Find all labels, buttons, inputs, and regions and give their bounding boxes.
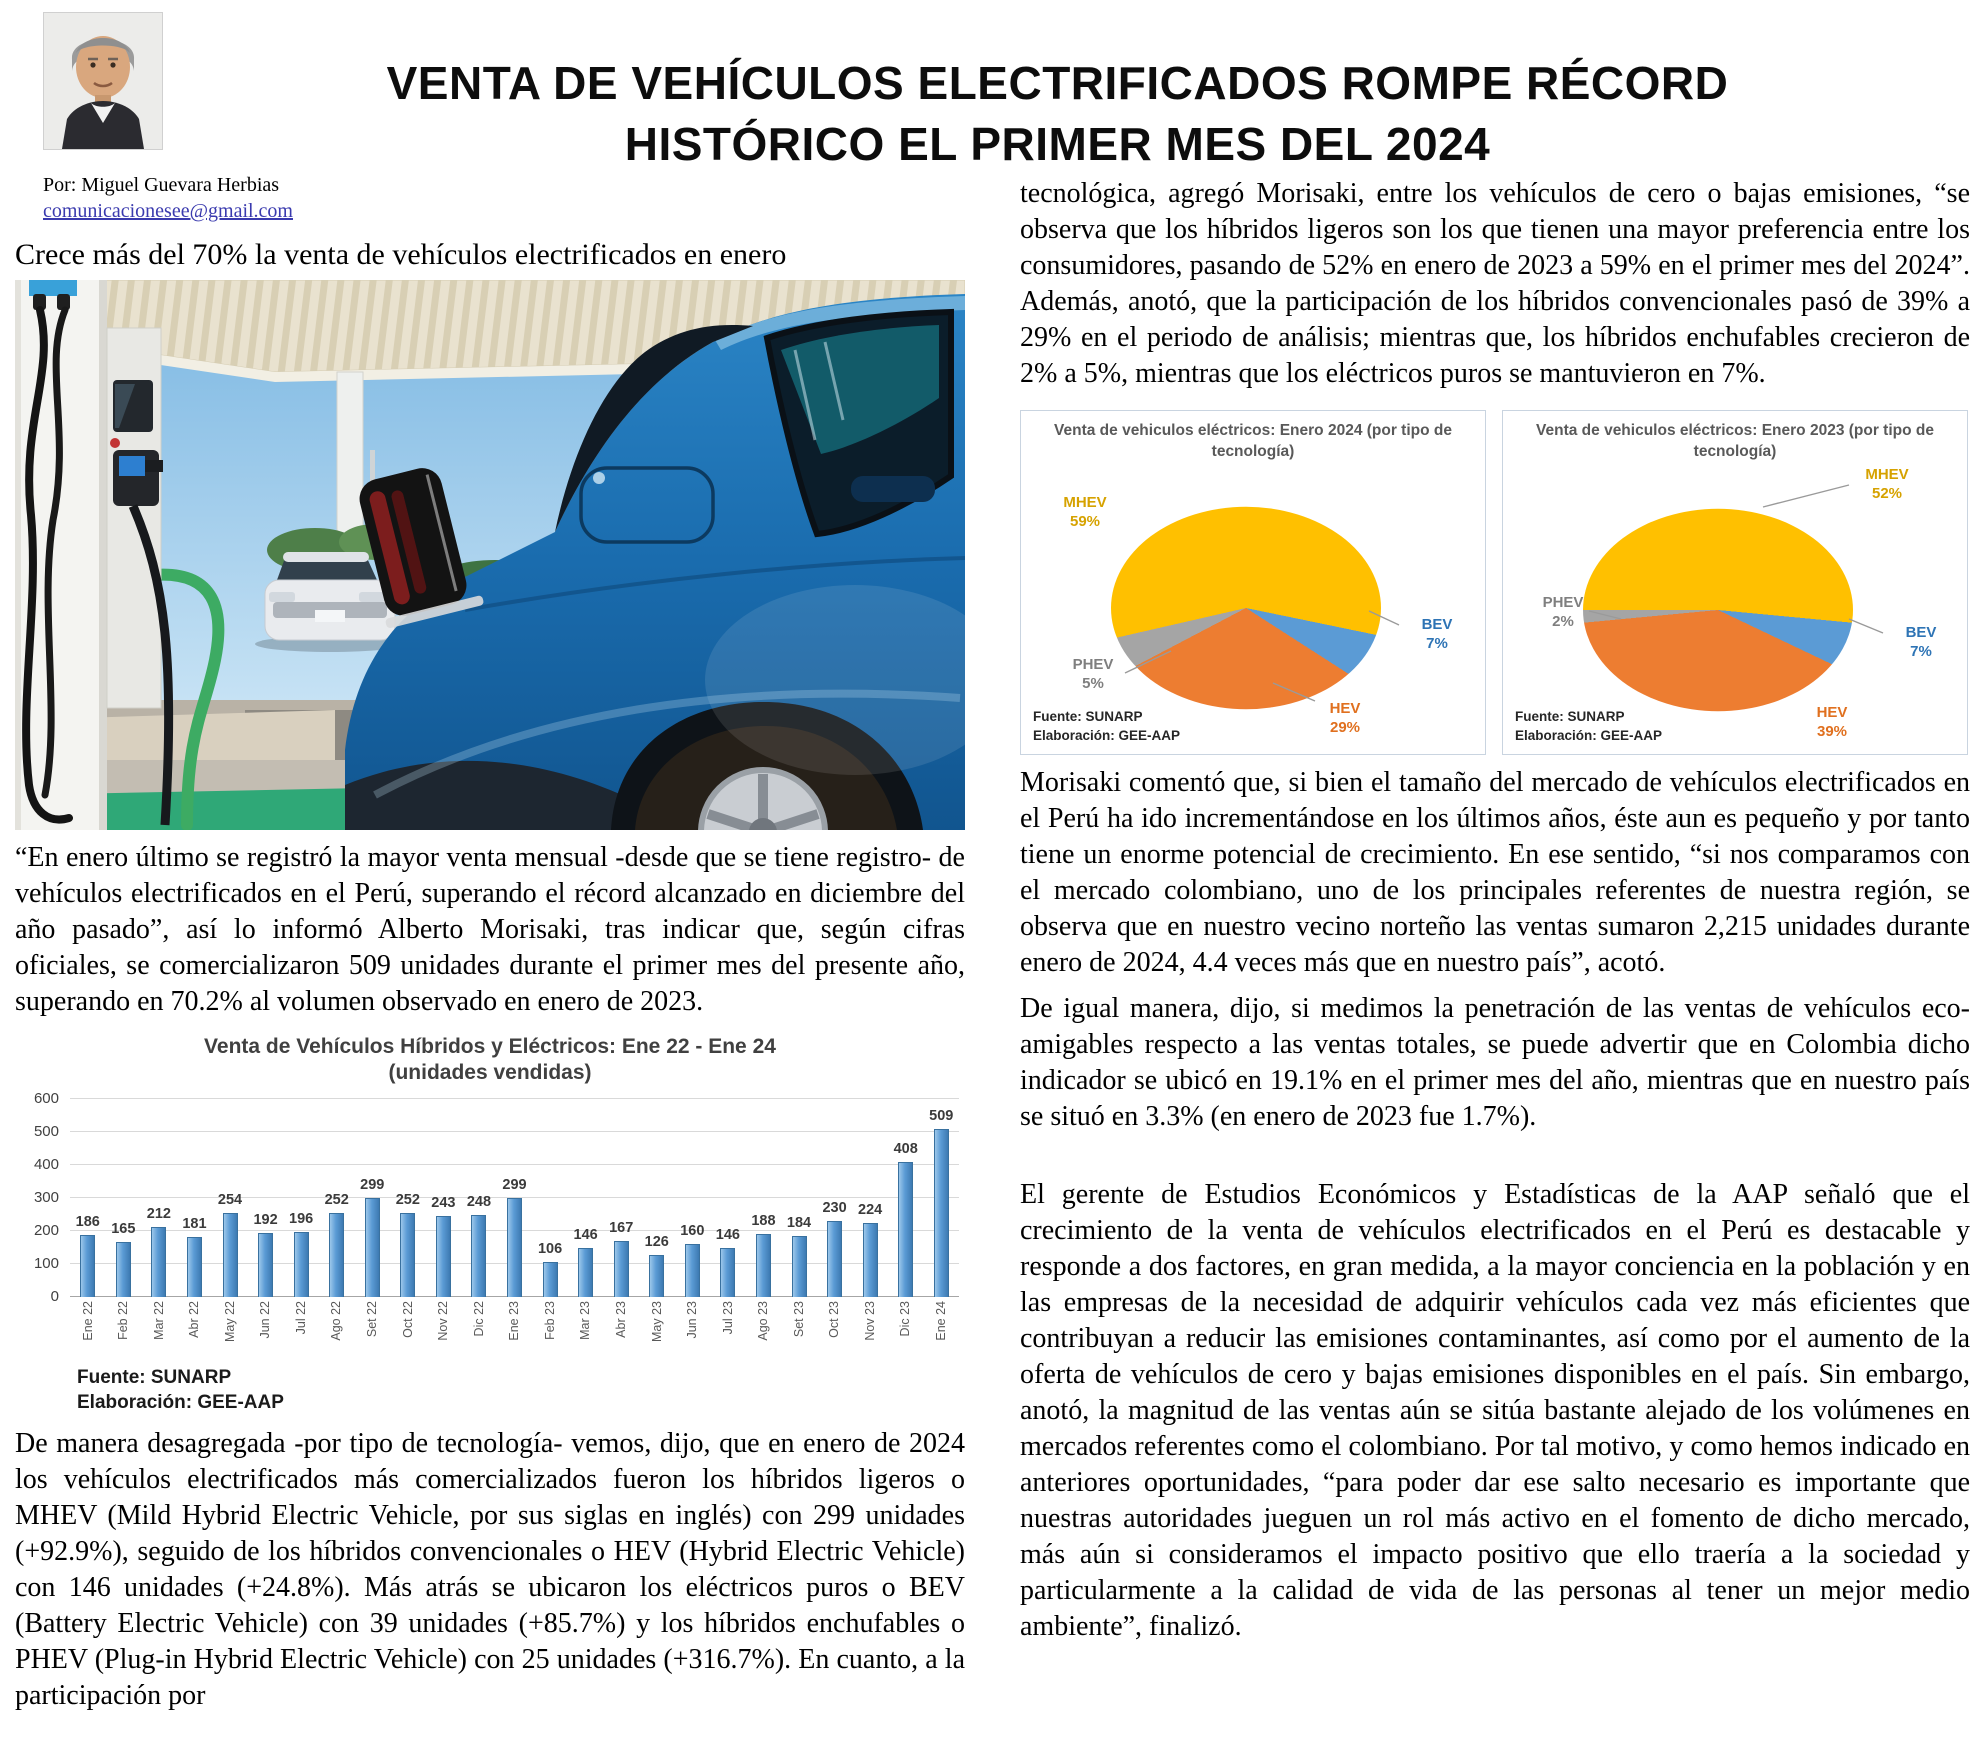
pie-2024-disc	[1111, 507, 1381, 710]
bar-slot	[817, 1099, 853, 1297]
x-axis-tick-label: Nov 23	[862, 1300, 877, 1341]
bar-slot	[924, 1099, 960, 1297]
x-axis-tick-label: Jun 22	[258, 1300, 273, 1339]
bar-slot	[710, 1099, 746, 1297]
bar-slot	[852, 1099, 888, 1297]
x-axis-tick-label: May 22	[222, 1300, 237, 1342]
paragraph-penetration: De igual manera, dijo, si medimos la penetración de las ventas de vehículos eco-amigables respecto a las ventas totales, se puede advertir que en Colombia dicho indicador se ubicó en 19.1% en el primer mes del año, mientras que en nuestro país se situó en 3.3% (en enero de 2023 fue 1.7%).	[1020, 993, 1970, 1132]
bar	[329, 1213, 344, 1296]
bar	[827, 1221, 842, 1297]
paragraph-lead: “En enero último se registró la mayor venta mensual -desde que se tiene registro- de vehículos electrificados en el Perú, superando el récord alcanzado en diciembre del año pasado”, así lo informó Alberto Morisaki, tras indicar que, según cifras oficiales, se comercializaron 509 unidades durante el primer mes del presente año, superando en 70.2% al volumen observado en enero de 2023.	[15, 842, 965, 1017]
x-tick-slot	[106, 1297, 142, 1355]
x-tick-slot	[461, 1297, 497, 1355]
bar-slot	[141, 1099, 177, 1297]
y-axis-tick-label: 400	[33, 1155, 59, 1173]
x-axis-tick-label: Oct 23	[827, 1300, 842, 1338]
x-axis-tick-label: Feb 23	[542, 1300, 557, 1340]
pie-slice-label-phev: PHEV 2%	[1542, 593, 1584, 631]
bar-value-label: 408	[893, 1140, 918, 1157]
x-axis-tick-label: Ene 23	[507, 1300, 522, 1341]
x-axis-tick-label: Set 23	[791, 1300, 806, 1337]
bar-value-label: 299	[360, 1176, 385, 1193]
bar	[543, 1262, 558, 1297]
author-email-link[interactable]: comunicacionesee@gmail.com	[43, 200, 293, 222]
paragraph-closing: El gerente de Estudios Económicos y Estadísticas de la AAP señaló que el crecimiento de la venta de vehículos electrificados en el Perú es destacable y responde a dos factores, en gran medida, a la mayor conciencia en la población y en las empresas de la necesidad de adquirir vehículos cada vez más eficientes que contribuyan a reducir las emisiones contaminantes, así como por el aumento de la oferta de vehículos de cero y bajas emisiones disponibles en el país. Sin embargo, anotó, la magnitud de las ventas aún se sitúa bastante alejado de los volúmenes en mercados referentes como el colombiano. Por tal motivo, y como hemos indicado en anteriores oportunidades, “para poder dar ese salto necesario es importante que nuestras autoridades jueguen un rol más activo en el fomento de dicho mercado, más aún si consideramos el impacto positivo que ello traería a la sociedad y particularmente a la calidad de vida de las personas al tener un mejor medio ambiente”, finalizó.	[1020, 1179, 1970, 1642]
page-title	[295, 43, 1970, 174]
pie-slice-label-mhev: MHEV 59%	[1063, 493, 1107, 531]
x-axis-tick-label: Ago 22	[329, 1300, 344, 1341]
bar-chart-source	[77, 1365, 965, 1416]
bar-value-label: 196	[289, 1210, 314, 1227]
x-axis-tick-label: Dic 23	[898, 1300, 913, 1336]
x-axis-tick-label: May 23	[649, 1300, 664, 1342]
bar-value-label: 509	[929, 1107, 954, 1124]
x-tick-slot	[248, 1297, 284, 1355]
x-tick-slot	[497, 1297, 533, 1355]
x-axis-tick-label: Jul 23	[720, 1300, 735, 1334]
x-tick-slot	[639, 1297, 675, 1355]
bar	[720, 1248, 735, 1296]
bar-chart-x-axis	[70, 1297, 959, 1355]
right-column	[1020, 166, 1970, 1714]
bar-slot	[177, 1099, 213, 1297]
bar	[471, 1215, 486, 1297]
bar-value-label: 192	[253, 1212, 278, 1229]
bar	[436, 1216, 451, 1296]
x-axis-tick-label: Ago 23	[756, 1300, 771, 1341]
pie-slice-label-bev: BEV 7%	[1905, 623, 1937, 661]
elaboration-line: Elaboración: GEE-AAP	[1515, 728, 1663, 744]
bar-value-label: 188	[751, 1213, 776, 1230]
bar-slot	[390, 1099, 426, 1297]
pie-slice-label-hev: HEV 39%	[1816, 703, 1848, 741]
x-axis-tick-label: Abr 23	[613, 1300, 628, 1338]
bar	[614, 1241, 629, 1296]
source-line: Fuente: SUNARP	[77, 1366, 232, 1388]
bar	[685, 1244, 700, 1297]
bar-value-label: 224	[858, 1201, 883, 1218]
bar-slot	[888, 1099, 924, 1297]
x-axis-tick-label: Jun 23	[685, 1300, 700, 1339]
source-line: Fuente: SUNARP	[1515, 708, 1625, 724]
bar	[365, 1198, 380, 1297]
ev-charging-illustration	[15, 280, 965, 830]
bar-chart-title: Venta de Vehículos Híbridos y Eléctricos: Ene 22 - Ene 24	[204, 1035, 776, 1058]
paragraph-breakdown: De manera desagregada -por tipo de tecnología- vemos, dijo, que en enero de 2024 los vehículos electrificados más comercializados fueron los híbridos ligeros o MHEV (Mild Hybrid Electric Vehicle, por sus siglas en inglés) con 299 unidades (+92.9%), seguido de los híbridos convencionales o HEV (Hybrid Electric Vehicle) con 146 unidades (+24.8%). Más atrás se ubicaron los eléctricos puros o BEV (Battery Electric Vehicle) con 39 unidades (+85.7%) y los híbridos enchufables o PHEV (Plug-in Hybrid Electric Vehicle) con 25 unidades (+316.7%). En cuanto, a la participación por	[15, 1427, 965, 1711]
page-title-line2: HISTÓRICO EL PRIMER MES DEL 2024	[624, 117, 1491, 170]
x-tick-slot	[603, 1297, 639, 1355]
ev-charging-photo	[15, 280, 965, 830]
bar	[294, 1232, 309, 1297]
bar	[187, 1237, 202, 1297]
x-axis-tick-label: Jul 22	[293, 1300, 308, 1334]
bar-slot	[603, 1099, 639, 1297]
bar	[507, 1198, 522, 1297]
bar-value-label: 252	[395, 1192, 420, 1209]
bar-slot	[675, 1099, 711, 1297]
x-tick-slot	[426, 1297, 462, 1355]
bar-slot	[568, 1099, 604, 1297]
y-axis-tick-label: 100	[33, 1254, 59, 1272]
bar-value-label: 126	[644, 1233, 669, 1250]
pie-2023-disc	[1583, 509, 1853, 712]
bar-slot	[319, 1099, 355, 1297]
bar	[756, 1234, 771, 1296]
x-axis-tick-label: Ene 22	[80, 1300, 95, 1341]
bar-value-label: 146	[715, 1227, 741, 1244]
bar-value-label: 299	[502, 1176, 527, 1193]
pie-2024-title: Venta de vehiculos eléctricos: Enero 2024 (por tipo de tecnología)	[1054, 422, 1452, 460]
bar	[116, 1242, 131, 1296]
author-photo	[43, 12, 163, 150]
bar	[578, 1248, 593, 1296]
bar-value-label: 106	[537, 1240, 563, 1257]
x-tick-slot	[212, 1297, 248, 1355]
bar	[400, 1213, 415, 1296]
x-axis-tick-label: Oct 22	[400, 1300, 415, 1338]
bar-value-label: 212	[146, 1205, 172, 1222]
bar	[863, 1223, 878, 1297]
subheading: Crece más del 70% la venta de vehículos electrificados en enero	[15, 238, 787, 271]
bar-slot	[212, 1099, 248, 1297]
y-axis-tick-label: 0	[50, 1287, 59, 1305]
x-axis-tick-label: Nov 22	[436, 1300, 451, 1341]
x-tick-slot	[746, 1297, 782, 1355]
source-line: Fuente: SUNARP	[1033, 708, 1143, 724]
pie-slice-label-bev: BEV 7%	[1421, 615, 1453, 653]
byline: Por: Miguel Guevara Herbias	[43, 174, 280, 196]
bar-value-label: 248	[466, 1193, 492, 1210]
elaboration-line: Elaboración: GEE-AAP	[1033, 728, 1181, 744]
x-axis-tick-label: Dic 22	[471, 1300, 486, 1336]
x-tick-slot	[888, 1297, 924, 1355]
bar-slot	[781, 1099, 817, 1297]
bar	[792, 1236, 807, 1297]
x-axis-tick-label: Abr 22	[187, 1300, 202, 1338]
bar-value-label: 167	[609, 1220, 634, 1237]
bar-slot	[532, 1099, 568, 1297]
bar-value-label: 165	[111, 1221, 136, 1238]
x-axis-tick-label: Ene 24	[934, 1300, 949, 1341]
y-axis-tick-label: 200	[33, 1221, 59, 1239]
y-axis-tick-label: 600	[33, 1089, 59, 1107]
x-tick-slot	[852, 1297, 888, 1355]
bar-value-label: 184	[786, 1214, 812, 1231]
bar-chart	[15, 1034, 965, 1355]
pie-slice-label-phev: PHEV 5%	[1072, 655, 1114, 693]
x-tick-slot	[141, 1297, 177, 1355]
x-tick-slot	[355, 1297, 391, 1355]
pie-chart-2023	[1502, 410, 1968, 755]
pie-2023-source	[1515, 707, 1662, 746]
x-tick-slot	[924, 1297, 960, 1355]
pie-charts-row	[1020, 410, 1970, 755]
x-tick-slot	[390, 1297, 426, 1355]
x-tick-slot	[568, 1297, 604, 1355]
bar-slot	[497, 1099, 533, 1297]
bar-value-label: 160	[680, 1222, 705, 1239]
bar	[151, 1227, 166, 1297]
bar-value-label: 243	[431, 1195, 456, 1212]
bar	[223, 1213, 238, 1297]
x-tick-slot	[319, 1297, 355, 1355]
y-axis-tick-label: 500	[33, 1122, 59, 1140]
paragraph-share: tecnológica, agregó Morisaki, entre los vehículos de cero o bajas emisiones, “se observa que los híbridos ligeros son los que tienen una mayor preferencia entre los consumidores, pasando de 52% en enero de 2023 a 59% en el primer mes del 2024”. Además, anotó, que la participación de los híbridos convencionales pasó de 39% a 29% en el periodo de análisis; mientras que, los híbridos enchufables crecieron de 2% a 5%, mientras que los eléctricos puros se mantuvieron en 7%.	[1020, 178, 1970, 389]
bars-container	[70, 1099, 959, 1297]
bar-slot	[461, 1099, 497, 1297]
author-portrait-illustration	[44, 13, 162, 149]
bar-value-label: 181	[182, 1215, 207, 1232]
pie-slice-label-hev: HEV 29%	[1329, 699, 1361, 737]
bar-slot	[248, 1099, 284, 1297]
author-block	[15, 12, 295, 224]
page-title-line1: VENTA DE VEHÍCULOS ELECTRIFICADOS ROMPE RÉCORD	[386, 56, 1729, 109]
paragraph-market-size: Morisaki comentó que, si bien el tamaño del mercado de vehículos electrificados en el Perú ha ido incrementándose en los últimos años, éste aun es pequeño y por tanto tiene un enorme potencial de crecimiento. En ese sentido, “si nos comparamos con el mercado colombiano, uno de los principales referentes de nuestra región, se observa que en nuestro vecino norteño las ventas sumaron 2,215 unidades durante enero de 2024, 4.4 veces más que en nuestro país”, acotó.	[1020, 767, 1970, 978]
bar	[898, 1162, 913, 1297]
x-tick-slot	[817, 1297, 853, 1355]
x-axis-tick-label: Feb 22	[116, 1300, 131, 1340]
bar	[934, 1129, 949, 1297]
bar-value-label: 230	[822, 1199, 847, 1216]
bar-slot	[746, 1099, 782, 1297]
bar	[649, 1255, 664, 1297]
x-tick-slot	[283, 1297, 319, 1355]
bar-value-label: 146	[573, 1227, 598, 1244]
pie-2023-title: Venta de vehiculos eléctricos: Enero 2023 (por tipo de tecnología)	[1536, 422, 1934, 460]
bar-slot	[70, 1099, 106, 1297]
x-tick-slot	[70, 1297, 106, 1355]
x-tick-slot	[710, 1297, 746, 1355]
x-tick-slot	[177, 1297, 213, 1355]
bar-slot	[283, 1099, 319, 1297]
bar	[258, 1233, 273, 1296]
x-axis-tick-label: Set 22	[365, 1300, 380, 1337]
pie-2024-source	[1033, 707, 1180, 746]
bar-slot	[426, 1099, 462, 1297]
bar-value-label: 252	[324, 1192, 349, 1209]
bar-value-label: 254	[217, 1191, 243, 1208]
bar-chart-plot	[15, 1089, 965, 1305]
x-tick-slot	[781, 1297, 817, 1355]
elaboration-line: Elaboración: GEE-AAP	[77, 1392, 284, 1414]
bar-slot	[355, 1099, 391, 1297]
y-axis-tick-label: 300	[33, 1188, 59, 1206]
pie-slice-label-mhev: MHEV 52%	[1865, 465, 1909, 503]
pie-chart-2024	[1020, 410, 1486, 755]
x-tick-slot	[675, 1297, 711, 1355]
x-axis-tick-label: Mar 23	[578, 1300, 593, 1340]
left-column	[15, 224, 965, 1714]
bar-slot	[106, 1099, 142, 1297]
bar	[80, 1235, 95, 1296]
bar-value-label: 186	[75, 1214, 100, 1231]
bar-chart-subtitle: (unidades vendidas)	[388, 1061, 592, 1085]
x-axis-tick-label: Mar 22	[151, 1300, 166, 1340]
x-tick-slot	[532, 1297, 568, 1355]
bar-slot	[639, 1099, 675, 1297]
